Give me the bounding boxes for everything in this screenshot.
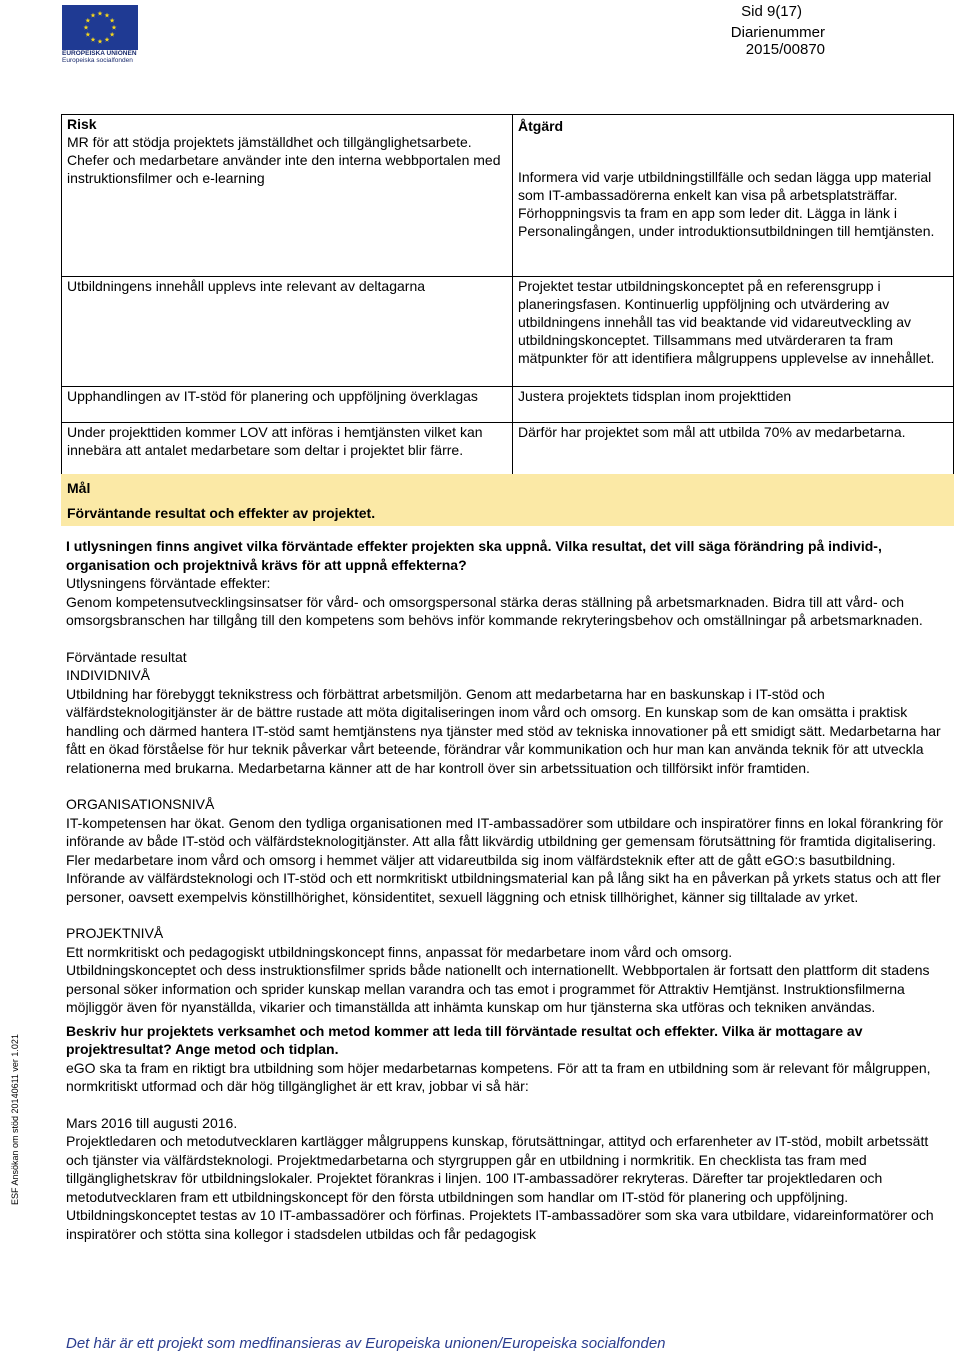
risk-cell	[62, 115, 513, 277]
period-text: Projektledaren och metodutvecklaren kartlägger målgruppens kunskap, förutsättningar, attityd och erfarenheter av IT-stöd, mobilt arbetssätt och tjänster via välfärdsteknologi. Projektmedarbetarna och styrgruppen går en utbildning i normkritik. En checklista tas fram med tillgänglighetskrav för utbildningslokaler. Projektet förankras i linjen. 100 IT-ambassadörer rekryteras. Därefter tar projektledaren och metodutvecklaren fram ett utbildningskoncept för den första utbildningen som handlar om IT-stöd för planering och uppföljning. Utbildningskonceptet testas av 10 IT-ambassadörer och förfinas. Projektets IT-ambassadörer som ska vara utbildare, vidareinformatörer och inspiratörer och stötta sina kollegor i stadsdelen utbildas och får pedagogisk	[66, 1133, 934, 1242]
form-version-label: ESF Ansökan om stöd 20140611 ver 1.021	[10, 1034, 20, 1205]
table-row	[62, 115, 954, 277]
risk-table	[61, 114, 954, 479]
period-heading: Mars 2016 till augusti 2016.	[66, 1114, 238, 1131]
question-effects: I utlysningen finns angivet vilka förväntade effekter projekten ska uppnå. Vilka resultat, det vill säga förändring på individ-, organisation och projektnivå krävs för att uppnå effekterna?	[66, 538, 882, 573]
goals-section-header	[61, 474, 954, 526]
page-number: Sid 9(17)	[741, 3, 802, 20]
results-label: Förväntade resultat	[66, 648, 187, 665]
action-cell	[513, 115, 954, 277]
action-cell: Projektet testar utbildningskonceptet på en referensgrupp i planeringsfasen. Kontinuerlig uppföljning och utvärdering av utbildningens innehåll tas vid beaktande vid vidareutveckling av utbildningskonceptet. Tillsammans med utvärderaren ta fram mätpunkter för att identifiera målgruppens upplevelse av innehållet.	[513, 277, 954, 387]
proj-text-1: Ett normkritiskt och pedagogiskt utbildningskoncept finns, anpassat för medarbetare inom vård och omsorg.	[66, 943, 733, 960]
table-row	[62, 277, 954, 387]
footer-cofunding-note: Det här är ett projekt som medfinansieras av Europeiska unionen/Europeiska socialfonden	[66, 1335, 666, 1352]
logo-caption-2: Europeiska socialfonden	[62, 57, 133, 64]
table-row	[62, 387, 954, 423]
method-text: eGO ska ta fram en riktigt bra utbildning som höjer medarbetarnas kompetens. För att ta fram en utbildning som är relevant för målgruppen, normkritiskt utformad och där hög tillgänglighet är ett krav, jobbar vi så här:	[66, 1059, 931, 1094]
action-text: Informera vid varje utbildningstillfälle och sedan lägga upp material som IT-ambassadörerna enkelt kan visa på arbetsplatsträffar. Förhoppningsvis ta fram en app som leder dit. Lägga in länk i Personalingången, under introduktionsutbildningen till hemtjänsten.	[518, 169, 935, 239]
effects-text: Genom kompetensutvecklingsinsatser för vård- och omsorgspersonal stärka deras ställning på arbetsmarknaden. Bidra till att vård- och omsorgsbranschen har tillgång till den kompetens som behövs inför kommande rekryteringsbehov och omställningar på arbetsmarknaden.	[66, 593, 923, 628]
logo-caption-1: EUROPEISKA UNIONEN	[62, 50, 137, 57]
proj-text-2: Utbildningskonceptet och dess instruktionsfilmer sprids både nationellt och internationellt. Webbportalen är fortsatt den plattform dit stadens personal söker information och sprider kunskap mellan varandra och tas emot i programmet för Attraktiv Hemtjänst. Instruktionsfilmerna möjliggör även för nyanställda, vikarier och timanställda att inhämta kunskap om hur tjänsterna ska utföras och tekniken användas.	[66, 962, 930, 1015]
document-body	[66, 537, 952, 1243]
proj-heading: PROJEKTNIVÅ	[66, 925, 164, 941]
action-cell: Därför har projektet som mål att utbilda 70% av medarbetarna.	[513, 423, 954, 479]
individ-text: Utbildning har förebyggt teknikstress och förbättrat arbetsmiljön. Genom att medarbetarna har en baskunskap i IT-stöd och välfärdsteknologitjänster är de bättre rustade att möta digitaliseringen inom vård och omsorg. En kunskap som de kan omsätta i praktisk handling och därmed hantera IT-stöd samt hemtjänstens nya tjänster med stöd av tekniska innovationer på ett smidigt sätt. Medarbetarna har fått en ökad förståelse för hur teknik påverkar vårt beteende, förändrar vår kommunikation och hur man kan använda teknik för att utveckla relationerna med brukarna. Medarbetarna känner att de har kontroll över sin arbetssituation och tillförsikt inför framtiden.	[66, 685, 941, 776]
risk-heading: Risk	[67, 116, 97, 132]
risk-cell: Upphandlingen av IT-stöd för planering och uppföljning överklagas	[62, 387, 513, 423]
effects-label: Utlysningens förväntade effekter:	[66, 575, 271, 591]
question-method: Beskriv hur projektets verksamhet och metod kommer att leda till förväntade resultat och effekter. Vilka är mottagare av projektresultat? Ange metod och tidplan.	[66, 1022, 863, 1057]
risk-cell: Under projekttiden kommer LOV att införas i hemtjänsten vilket kan innebära att antalet medarbetare som deltar i projektet blir färre.	[62, 423, 513, 479]
diary-label: Diarienummer	[730, 24, 825, 41]
table-row	[62, 423, 954, 479]
action-heading: Åtgärd	[518, 118, 564, 134]
individ-heading: INDIVIDNIVÅ	[66, 667, 151, 683]
eu-flag-icon	[62, 5, 138, 50]
org-heading: ORGANISATIONSNIVÅ	[66, 796, 215, 812]
org-text: IT-kompetensen har ökat. Genom den tydliga organisationen med IT-ambassadörer som utbildare och inspiratörer finns en lokal förankring för införande av både IT-stöd och välfärdsteknologitjänster. Att alla fått likvärdig utbildning ger gemensam förutsättning för framtida digitalisering. Fler medarbetare inom vård och omsorg i hemmet väljer att vidareutbilda sig inom välfärdsteknik efter att de gått eGO:s basutbildning. Införande av välfärdsteknologi och IT-stöd och ett normkritiskt utbildningsmaterial kan på lång sikt ha en påverkan på yrkets status och att fler personer, oavsett exempelvis könstillhörighet, könsidentitet, sexuell läggning och etnisk tillhörighet, känner sig tilltalade av yrket.	[66, 814, 944, 905]
risk-cell: Utbildningens innehåll upplevs inte relevant av deltagarna	[62, 277, 513, 387]
risk-text: MR för att stödja projektets jämställdhet och tillgänglighetsarbete. Chefer och medarbetare använder inte den interna webbportalen med instruktionsfilmer och e-learning	[67, 134, 501, 186]
eu-logo	[62, 5, 138, 62]
goals-title: Mål	[67, 480, 91, 496]
diary-number: 2015/00870	[745, 41, 825, 58]
action-cell: Justera projektets tidsplan inom projekttiden	[513, 387, 954, 423]
goals-subtitle: Förväntande resultat och effekter av projektet.	[67, 505, 376, 521]
